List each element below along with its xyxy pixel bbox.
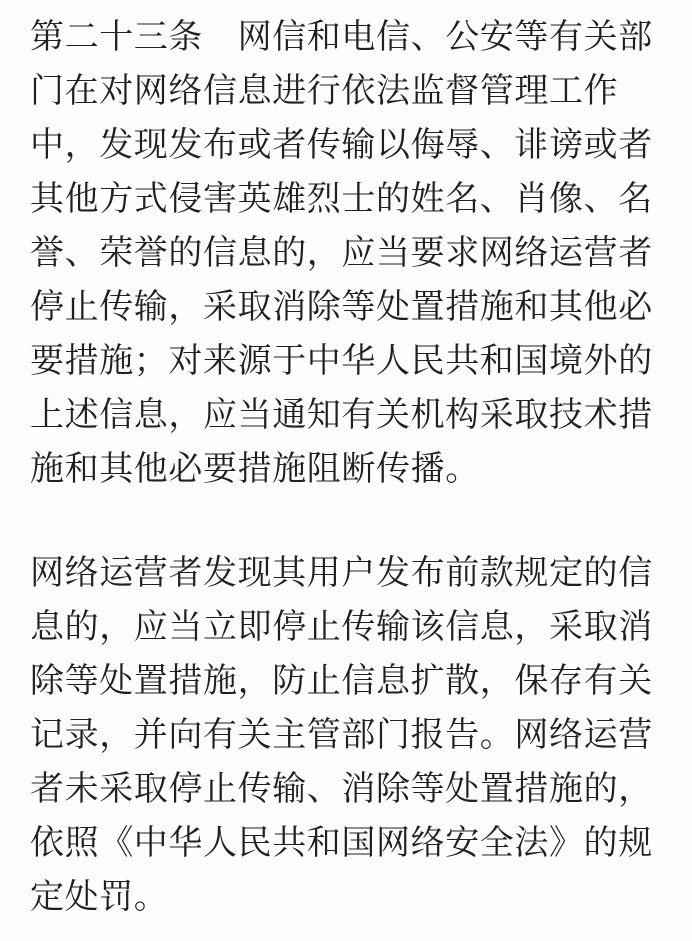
text-line: 其他方式侵害英雄烈士的姓名、肖像、名: [30, 179, 653, 219]
text-line: 施和其他必要措施阻断传播。: [30, 449, 480, 489]
text-line: 上述信息，应当通知有关机构采取技术措: [30, 395, 653, 435]
text-line: 要措施；对来源于中华人民共和国境外的: [30, 341, 653, 381]
text-line: 停止传输，采取消除等处置措施和其他必: [30, 287, 653, 327]
text-line: 除等处置措施，防止信息扩散，保存有关: [30, 661, 653, 701]
text-line: 记录，并向有关主管部门报告。网络运营: [30, 715, 653, 755]
text-line: 网络运营者发现其用户发布前款规定的信: [30, 553, 653, 593]
text-line: 依照《中华人民共和国网络安全法》的规: [30, 823, 653, 863]
text-line: 者未采取停止传输、消除等处置措施的，: [30, 769, 653, 809]
text-line: 誉、荣誉的信息的，应当要求网络运营者: [30, 233, 653, 273]
text-line: 息的，应当立即停止传输该信息，采取消: [30, 607, 653, 647]
text-line: 中，发现发布或者传输以侮辱、诽谤或者: [30, 125, 653, 165]
text-line: 第二十三条 网信和电信、公安等有关部: [30, 17, 653, 57]
text-line: 门在对网络信息进行依法监督管理工作: [30, 71, 619, 111]
text-line: 定处罚。: [30, 877, 169, 917]
